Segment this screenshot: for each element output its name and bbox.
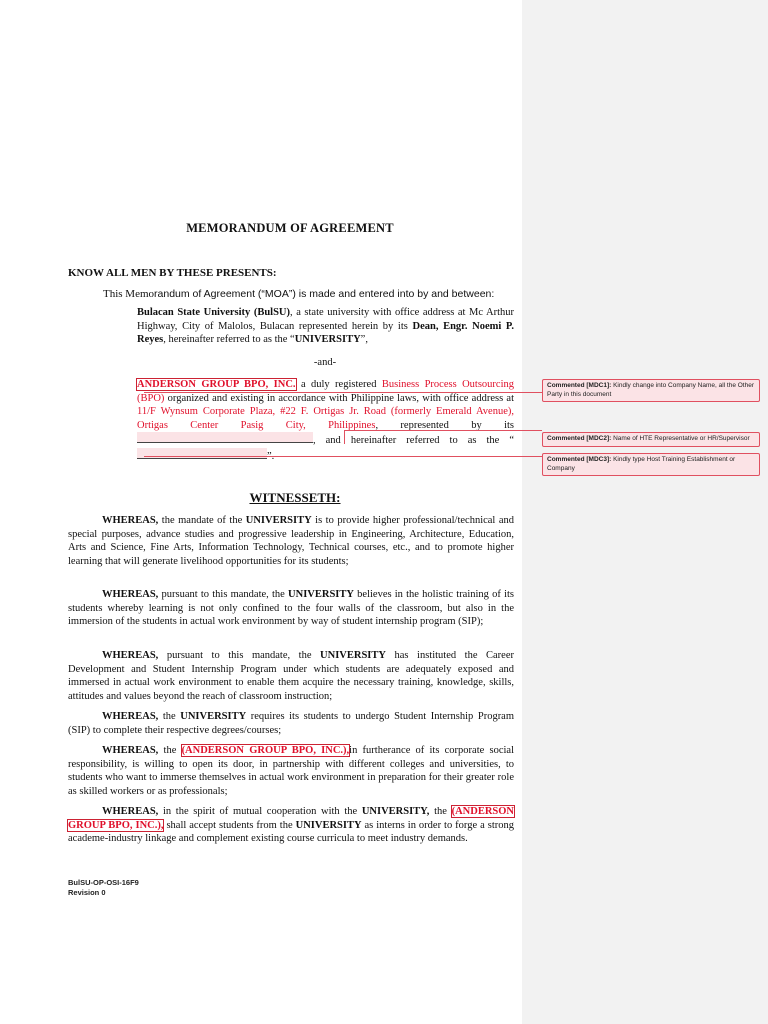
whereas-paragraph-3 [68, 649, 514, 703]
company-ref[interactable]: (ANDERSON GROUP BPO, INC.), [68, 806, 514, 831]
comment-connector-1 [144, 392, 542, 393]
whereas-paragraph-2 [68, 588, 514, 629]
quote-close: ”. [267, 450, 275, 462]
intro-text-a: This Memo [103, 288, 155, 300]
party2-paragraph [137, 378, 514, 464]
party2-text3: , represented by its [375, 419, 514, 431]
party1-text1: , a state university with office address at Mc Arthur Highway, City of Malolos, Bulacan represented herein by its [137, 307, 514, 332]
whereas-text: in furtherance of its corporate social responsibility, is willing to open its door, in partnership with different colleges and universities, to students who want to immerse themselves in actual work environment in preparation for their greater role as skilled workers or as professionals; [68, 745, 514, 797]
whereas-paragraph-4 [68, 710, 514, 737]
comment-label: Commented [MDC2]: [547, 435, 612, 442]
company-ref[interactable]: (ANDERSON GROUP BPO, INC.), [181, 745, 350, 756]
university-ref: UNIVERSITY [180, 711, 247, 722]
witnesseth-heading: WITNESSETH: [249, 490, 341, 505]
university-ref: UNIVERSITY [320, 650, 386, 661]
party1-text3: ”, [360, 334, 368, 346]
quote-open: “ [509, 435, 514, 447]
party2-type: Business Process Outsourcing (BPO) [137, 379, 514, 404]
company-alias-blank-field[interactable] [137, 448, 267, 459]
whereas-lead: WHEREAS, [102, 650, 159, 661]
whereas-text: the [429, 806, 452, 817]
whereas-text: shall accept students from the [163, 819, 296, 831]
comment-label: Commented [MDC3]: [547, 456, 612, 463]
comment-text: Name of HTE Representative or HR/Supervisor [613, 435, 750, 442]
party2-text4: , and hereinafter referred to as the [313, 435, 500, 447]
party1-name: Bulacan State University (BulSU) [137, 307, 291, 318]
party2-text1: a duly registered [295, 379, 382, 390]
party2-text2: organized and existing in accordance with Philippine laws, with office address at [164, 392, 514, 404]
comment-label: Commented [MDC1]: [547, 382, 612, 389]
party1-text2: , hereinafter referred to as the “ [163, 334, 295, 346]
university-ref: UNIVERSITY [288, 589, 354, 600]
whereas-text: the mandate of the [158, 515, 246, 526]
know-all-heading: KNOW ALL MEN BY THESE PRESENTS: [68, 267, 277, 279]
whereas-text: the [158, 711, 181, 722]
party1-paragraph [137, 306, 514, 347]
comment-mdc3[interactable] [542, 453, 760, 476]
whereas-text: believes in the holistic training of its students whereby learning is not only confined to the four walls of the classroom, but also in the immersion of the students in actual work environment by way of student internship program (SIP); [68, 589, 514, 628]
whereas-paragraph-5 [68, 744, 514, 798]
whereas-lead: WHEREAS, [102, 515, 159, 526]
intro-text-b: randum of Agreement (“MOA”) is made and entered into by and between: [154, 288, 495, 300]
document-title: MEMORANDUM OF AGREEMENT [186, 221, 394, 235]
whereas-paragraph-1 [68, 514, 514, 568]
party1-representative: Dean, Engr. Noemi P. Reyes [137, 320, 514, 346]
whereas-lead: WHEREAS, [102, 711, 159, 722]
whereas-text: is to provide higher professional/technical and special purposes, advance studies and progressive leadership in Engineering, Architecture, Education, Arts and Science, Fine Arts, Information Technology, Technical courses, etc., and to promote higher learning that will generate livelihood opportunities for its students; [68, 515, 514, 567]
footer-form-code: BulSU-OP-OSI-16F9 [68, 878, 139, 887]
comment-mdc2[interactable] [542, 432, 760, 447]
university-ref: UNIVERSITY [245, 515, 312, 526]
footer-revision: Revision 0 [68, 888, 106, 897]
party1-alias: UNIVERSITY [294, 334, 361, 346]
document-footer [68, 878, 139, 898]
whereas-lead: WHEREAS, [102, 745, 159, 756]
comments-pane [522, 0, 768, 1024]
whereas-text: in the spirit of mutual cooperation with the [158, 806, 362, 817]
whereas-lead: WHEREAS, [102, 806, 159, 817]
and-separator: -and- [313, 357, 337, 368]
whereas-text: has instituted the Career Development and Student Internship Program under which students are adequately exposed and immersed in actual work environment to enable them acquire the necessary training, knowledge, skills, attitudes and values beyond the reach of classroom instruction; [68, 650, 514, 702]
comment-text: Kindly change into Company Name, all the Other Party in this document [547, 382, 755, 398]
intro-line [103, 288, 494, 300]
university-ref: UNIVERSITY, [361, 806, 430, 817]
whereas-text: pursuant to this mandate, the [158, 589, 289, 600]
whereas-text: requires its students to undergo Student Internship Program (SIP) to complete their respective degrees/courses; [68, 711, 515, 736]
whereas-lead: WHEREAS, [102, 589, 159, 600]
university-ref: UNIVERSITY [295, 819, 362, 831]
party2-company[interactable]: ANDERSON GROUP BPO, INC. [137, 379, 296, 390]
whereas-text: the [158, 745, 182, 756]
party2-address: 11/F Wynsum Corporate Plaza, #22 F. Ortigas Jr. Road (formerly Emerald Avenue), Ortigas Center Pasig City, Philippines [137, 406, 514, 431]
whereas-text: as interns in order to forge a strong academe-industry linkage and complement existing course curricula to meet industry demands. [68, 819, 514, 845]
comment-connector-2 [344, 430, 542, 431]
comment-connector-2-stub [344, 430, 345, 444]
representative-blank-field[interactable] [137, 432, 313, 443]
comment-mdc1[interactable] [542, 379, 760, 402]
comment-connector-3 [144, 456, 542, 457]
whereas-text: pursuant to this mandate, the [158, 650, 321, 661]
whereas-paragraph-6 [68, 805, 514, 846]
comment-text: Kindly type Host Training Establishment or Company [547, 456, 736, 472]
